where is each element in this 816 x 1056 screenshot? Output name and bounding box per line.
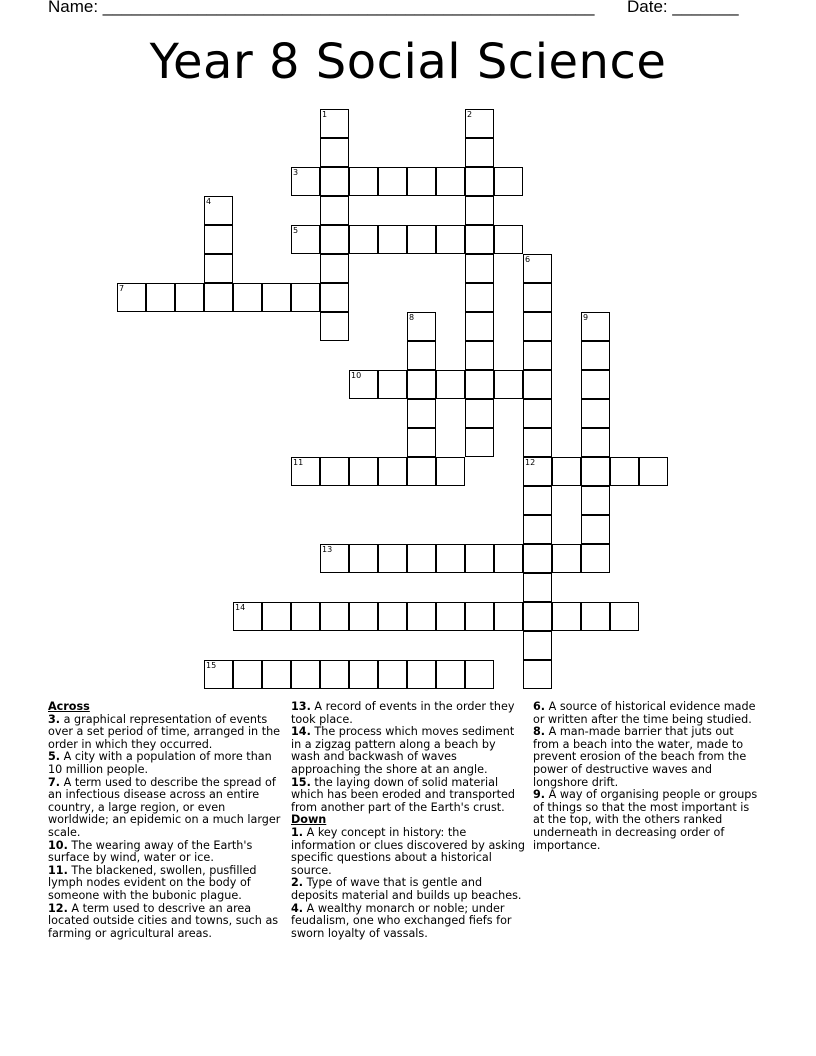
across-clue-5: 5. A city with a population of more than 10 million people.: [48, 750, 272, 776]
across-clue-14: 14. The process which moves sediment in a zigzag pattern along a beach by wash and backwash of waves approaching the shore at an angle.: [291, 725, 515, 776]
grid-cell[interactable]: [291, 283, 320, 312]
across-clue-11: 11. The blackened, swollen, pusfilled lymph nodes evident on the body of someone with the bubonic plague.: [48, 863, 257, 902]
grid-cell[interactable]: [581, 428, 610, 457]
grid-cell[interactable]: [175, 283, 204, 312]
grid-cell[interactable]: [436, 167, 465, 196]
grid-cell[interactable]: [378, 167, 407, 196]
clue-number-9: 9: [583, 313, 589, 322]
clue-number-8: 8: [409, 313, 415, 322]
grid-cell[interactable]: [378, 457, 407, 486]
across-clue-3: 3. a graphical representation of events over a set period of time, arranged in the order in which they occurred.: [48, 712, 281, 751]
grid-cell[interactable]: [523, 312, 552, 341]
grid-cell[interactable]: [262, 602, 291, 631]
grid-cell[interactable]: [523, 573, 552, 602]
clue-number-13: 13: [322, 545, 333, 554]
clue-number-2: 2: [467, 110, 473, 119]
across-heading: Across: [48, 700, 90, 713]
down-clue-2: 2. Type of wave that is gentle and deposits material and builds up beaches.: [291, 876, 522, 902]
grid-cell[interactable]: [320, 312, 349, 341]
clue-number-6: 6: [525, 255, 531, 264]
grid-cell[interactable]: [581, 370, 610, 399]
grid-cell[interactable]: [581, 544, 610, 573]
grid-cell[interactable]: [465, 283, 494, 312]
clue-number-5: 5: [293, 226, 299, 235]
grid-cell[interactable]: [581, 399, 610, 428]
grid-cell[interactable]: [320, 196, 349, 225]
grid-cell[interactable]: [407, 457, 436, 486]
grid-cell[interactable]: [581, 341, 610, 370]
grid-cell[interactable]: [465, 167, 494, 196]
across-clue-15: 15. the laying down of solid material which has been eroded and transported from another part of the Earth's crust.: [291, 775, 515, 814]
grid-cell[interactable]: [320, 283, 349, 312]
grid-cell[interactable]: [233, 283, 262, 312]
page-title: Year 8 Social Science: [149, 34, 667, 90]
down-clue-6: 6. A source of historical evidence made or written after the time being studied.: [533, 700, 756, 726]
clues-column-3: [533, 701, 763, 852]
clue-number-3: 3: [293, 168, 299, 177]
clues-column-1: [48, 701, 282, 940]
clue-number-15: 15: [206, 661, 217, 670]
grid-cell[interactable]: [465, 660, 494, 689]
grid-cell[interactable]: [378, 370, 407, 399]
grid-cell[interactable]: [233, 660, 262, 689]
clue-number-1: 1: [322, 110, 328, 119]
grid-cell[interactable]: [552, 457, 581, 486]
grid-cell[interactable]: [407, 428, 436, 457]
grid-cell[interactable]: [378, 544, 407, 573]
grid-cell[interactable]: [610, 602, 639, 631]
grid-cell[interactable]: [436, 225, 465, 254]
grid-cell[interactable]: [523, 283, 552, 312]
down-clue-4: 4. A wealthy monarch or noble; under feudalism, one who exchanged fiefs for sworn loyalty of vassals.: [291, 901, 512, 940]
clue-number-4: 4: [206, 197, 212, 206]
grid-cell[interactable]: [378, 660, 407, 689]
across-clue-12: 12. A term used to descrive an area located outside cities and towns, such as farming or agricultural areas.: [48, 901, 279, 940]
down-clue-9: 9. A way of organising people or groups of things so that the most important is at the top, with the others ranked underneath in decreasing order of importance.: [533, 788, 758, 852]
grid-cell[interactable]: [465, 370, 494, 399]
grid-cell[interactable]: [320, 138, 349, 167]
grid-cell[interactable]: [552, 544, 581, 573]
clue-number-12: 12: [525, 458, 536, 467]
grid-cell[interactable]: [407, 660, 436, 689]
grid-cell[interactable]: [262, 283, 291, 312]
across-clue-10: 10. The wearing away of the Earth's surface by wind, water or ice.: [48, 838, 253, 865]
grid-cell[interactable]: [320, 602, 349, 631]
grid-cell[interactable]: [320, 457, 349, 486]
grid-cell[interactable]: [320, 254, 349, 283]
grid-cell[interactable]: [552, 602, 581, 631]
grid-cell[interactable]: [378, 602, 407, 631]
grid-cell[interactable]: [465, 254, 494, 283]
grid-cell[interactable]: [465, 428, 494, 457]
grid-cell[interactable]: [407, 370, 436, 399]
grid-cell[interactable]: [465, 225, 494, 254]
grid-cell[interactable]: [523, 631, 552, 660]
clues-column-2: [291, 701, 525, 940]
grid-cell[interactable]: [465, 544, 494, 573]
grid-cell[interactable]: [291, 660, 320, 689]
grid-cell[interactable]: [204, 225, 233, 254]
grid-cell[interactable]: [436, 457, 465, 486]
grid-cell[interactable]: [610, 457, 639, 486]
grid-cell[interactable]: [494, 167, 523, 196]
down-clue-1: 1. A key concept in history: the information or clues discovered by asking specific questions about a historical source.: [291, 825, 525, 877]
grid-cell[interactable]: [523, 660, 552, 689]
down-clue-8: 8. A man-made barrier that juts out from a beach into the water, made to prevent erosion of the beach from the power of destructive waves and longshore drift.: [533, 725, 747, 789]
clue-number-11: 11: [293, 458, 304, 467]
grid-cell[interactable]: [465, 399, 494, 428]
grid-cell[interactable]: [523, 341, 552, 370]
grid-cell[interactable]: [349, 167, 378, 196]
grid-cell[interactable]: [523, 544, 552, 573]
grid-cell[interactable]: [146, 283, 175, 312]
grid-cell[interactable]: [523, 370, 552, 399]
grid-cell[interactable]: [465, 602, 494, 631]
grid-cell[interactable]: [581, 602, 610, 631]
grid-cell[interactable]: [407, 399, 436, 428]
across-clue-7: 7. A term used to describe the spread of an infectious disease across an entire country, a large region, or even worldwide; an epidemic on a much larger scale.: [48, 775, 281, 839]
grid-cell[interactable]: [436, 602, 465, 631]
grid-cell[interactable]: [349, 602, 378, 631]
clue-number-14: 14: [235, 603, 246, 612]
grid-cell[interactable]: [436, 660, 465, 689]
grid-cell[interactable]: [407, 225, 436, 254]
grid-cell[interactable]: [639, 457, 668, 486]
grid-cell[interactable]: [523, 399, 552, 428]
grid-cell[interactable]: [349, 225, 378, 254]
grid-cell[interactable]: [204, 283, 233, 312]
clue-number-7: 7: [119, 284, 125, 293]
grid-cell[interactable]: [465, 341, 494, 370]
grid-cell[interactable]: [523, 428, 552, 457]
grid-cell[interactable]: [407, 341, 436, 370]
grid-cell[interactable]: [581, 515, 610, 544]
grid-cell[interactable]: [204, 254, 233, 283]
grid-cell[interactable]: [494, 370, 523, 399]
date-field-label: Date: _______: [627, 0, 739, 16]
grid-cell[interactable]: [581, 457, 610, 486]
grid-cell[interactable]: [436, 370, 465, 399]
grid-cell[interactable]: [494, 602, 523, 631]
grid-cell[interactable]: [465, 312, 494, 341]
grid-cell[interactable]: [523, 602, 552, 631]
grid-cell[interactable]: [349, 544, 378, 573]
grid-cell[interactable]: [349, 457, 378, 486]
down-heading: Down: [291, 813, 327, 827]
grid-cell[interactable]: [291, 602, 320, 631]
grid-cell[interactable]: [349, 660, 378, 689]
grid-cell[interactable]: [378, 225, 407, 254]
grid-cell[interactable]: [407, 167, 436, 196]
grid-cell[interactable]: [407, 602, 436, 631]
grid-cell[interactable]: [465, 196, 494, 225]
grid-cell[interactable]: [407, 544, 436, 573]
grid-cell[interactable]: [465, 138, 494, 167]
across-clue-13: 13. A record of events in the order they took place.: [291, 700, 515, 726]
clue-number-10: 10: [351, 371, 362, 380]
grid-cell[interactable]: [494, 544, 523, 573]
grid-cell[interactable]: [262, 660, 291, 689]
grid-cell[interactable]: [320, 167, 349, 196]
grid-cell[interactable]: [436, 544, 465, 573]
name-field-label: Name: ____________________________________________________: [48, 0, 595, 16]
grid-cell[interactable]: [320, 660, 349, 689]
grid-cell[interactable]: [581, 486, 610, 515]
grid-cell[interactable]: [523, 486, 552, 515]
grid-cell[interactable]: [494, 225, 523, 254]
grid-cell[interactable]: [320, 225, 349, 254]
grid-cell[interactable]: [523, 515, 552, 544]
